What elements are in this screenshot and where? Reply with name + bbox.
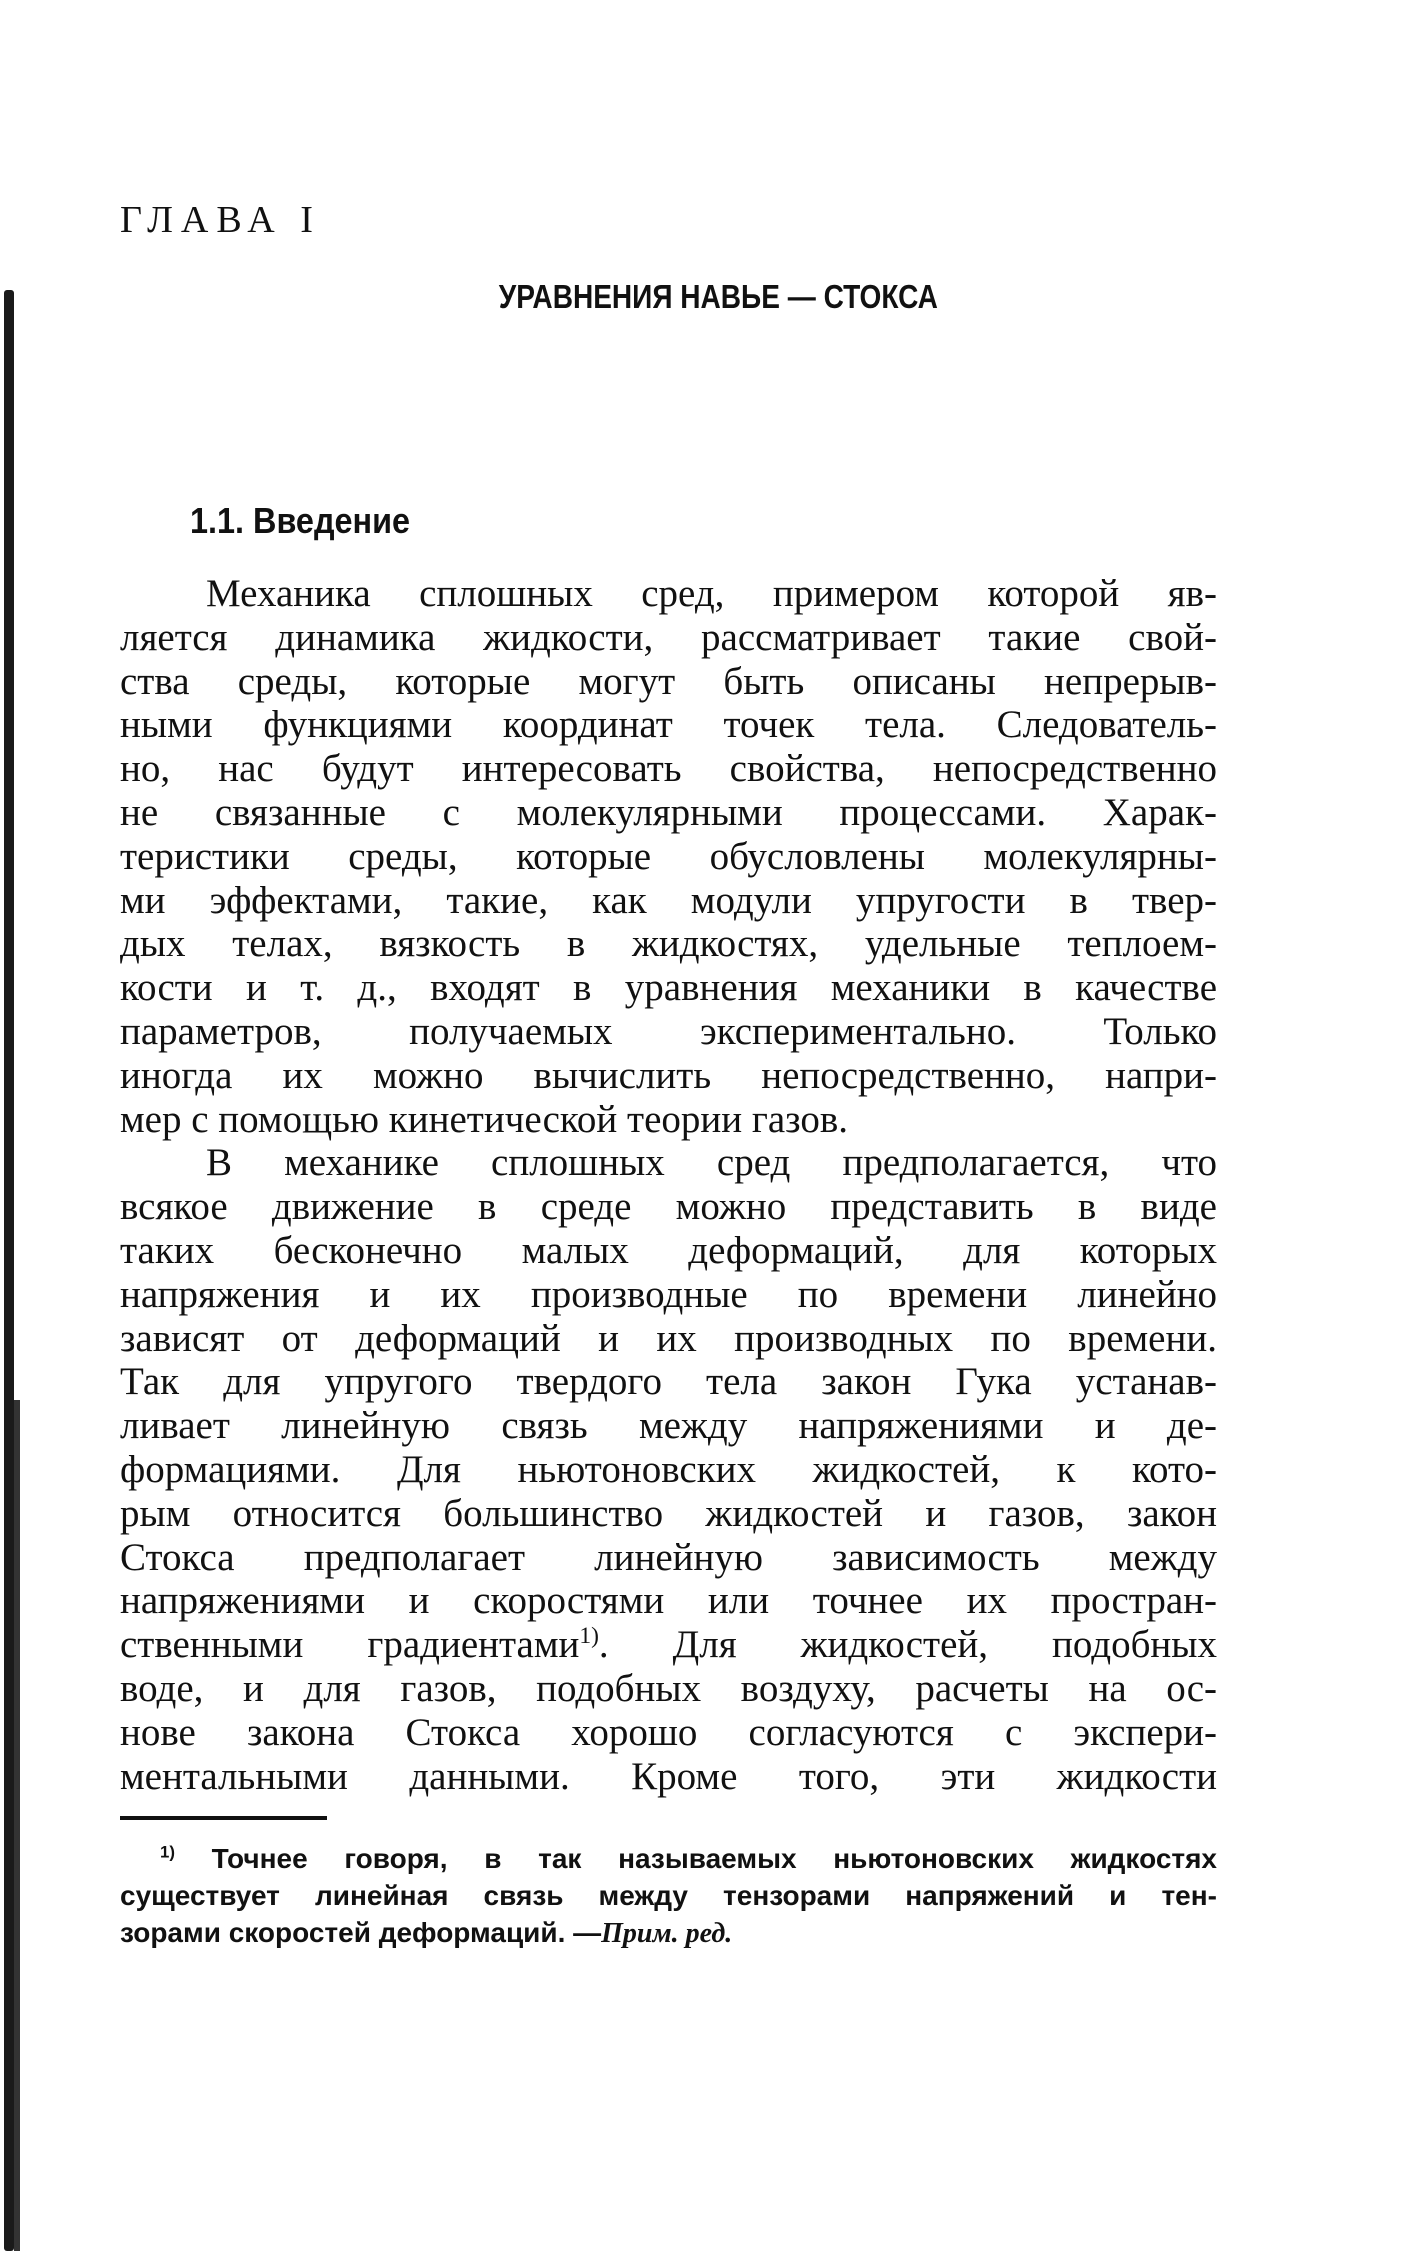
text-segment: ственными градиентами [120, 1623, 580, 1667]
text-line: формациями. Для ньютоновских жидкостей, к кото- [120, 1447, 1217, 1491]
chapter-label: ГЛАВА I [120, 199, 321, 241]
footnote-line [120, 1914, 1217, 1951]
text-line: мер с помощью кинетической теории газов. [120, 1097, 849, 1141]
footnote-text: зорами скоростей деформаций. — [120, 1917, 602, 1948]
text-line: иногда их можно вычислить непосредственно, напри- [120, 1053, 1217, 1097]
text-line: Так для упругого твердого тела закон Гука устанав- [120, 1360, 1217, 1404]
section-heading: 1.1. Введение [190, 500, 411, 541]
text-line: воде, и для газов, подобных воздуху, расчеты на ос- [120, 1666, 1217, 1710]
text-line: напряжениями и скоростями или точнее их простран- [120, 1579, 1217, 1623]
text-line: ства среды, которые могут быть описаны непрерыв- [120, 659, 1217, 703]
footnote-line [120, 1840, 1217, 1877]
text-line: теристики среды, которые обусловлены молекулярны- [120, 834, 1217, 878]
text-line: ными функциями координат точек тела. Следователь- [120, 703, 1217, 747]
text-line: Стокса предполагает линейную зависимость между [120, 1535, 1217, 1579]
text-line: рым относится большинство жидкостей и газов, закон [120, 1491, 1217, 1535]
chapter-title: УРАВНЕНИЯ НАВЬЕ — СТОКСА [498, 278, 938, 315]
footnote-line: существует линейная связь между тензорами напряжений и тен- [120, 1880, 1217, 1911]
text-line: не связанные с молекулярными процессами. Харак- [120, 790, 1217, 834]
editor-note: Прим. ред. [601, 1918, 733, 1949]
text-line: зависят от деформаций и их производных по времени. [120, 1316, 1217, 1360]
text-line: В механике сплошных сред предполагается, что [206, 1141, 1217, 1185]
text-line: нове закона Стокса хорошо согласуются с экспери- [120, 1710, 1217, 1754]
book-binding-edge [4, 290, 14, 2251]
text-line: ляется динамика жидкости, рассматривает такие свой- [120, 615, 1217, 659]
text-line: параметров, получаемых экспериментально. Только [120, 1009, 1217, 1053]
text-line: но, нас будут интересовать свойства, непосредственно [120, 747, 1217, 791]
text-line: Механика сплошных сред, примером которой яв- [206, 572, 1217, 615]
footnote-divider [120, 1816, 327, 1820]
text-line-with-footnote [120, 1623, 1217, 1667]
text-line: ливает линейную связь между напряжениями и де- [120, 1404, 1217, 1448]
text-line: напряжения и их производные по времени линейно [120, 1272, 1217, 1316]
footnote-text: Точнее говоря, в так называемых ньютоновских жидкостях [211, 1843, 1218, 1874]
footnote-marker: 1) [160, 1842, 175, 1862]
body-text [120, 572, 1217, 1798]
text-line: дых телах, вязкость в жидкостях, удельные теплоем- [120, 922, 1217, 966]
text-line: ми эффектами, такие, как модули упругости в твер- [120, 878, 1217, 922]
text-segment: . Для жидкостей, подобных [598, 1623, 1217, 1667]
text-line: всякое движение в среде можно представить в виде [120, 1185, 1217, 1229]
text-line: таких бесконечно малых деформаций, для которых [120, 1228, 1217, 1272]
book-binding-shadow [14, 1400, 20, 2251]
text-line: ментальными данными. Кроме того, эти жидкости [120, 1754, 1217, 1798]
footnote-reference[interactable]: 1) [579, 1623, 599, 1650]
text-line: кости и т. д., входят в уравнения механики в качестве [120, 966, 1217, 1010]
footnote [120, 1840, 1217, 1951]
